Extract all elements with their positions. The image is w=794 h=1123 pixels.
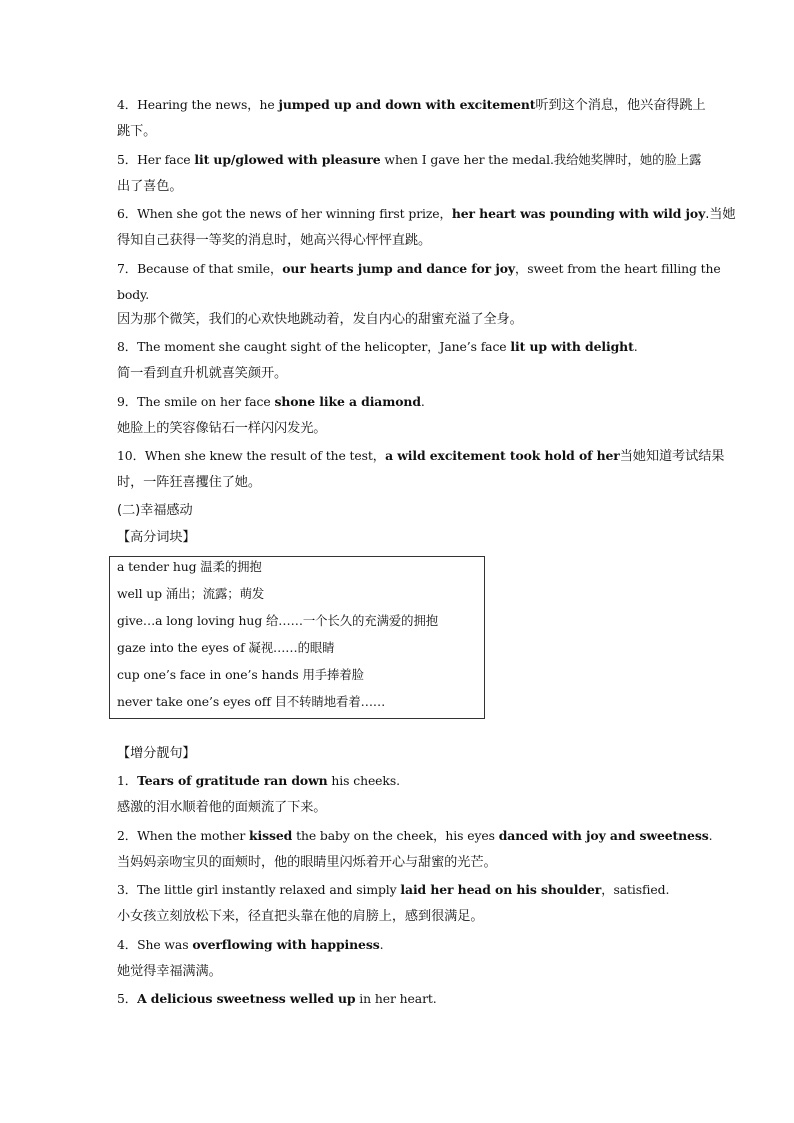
- good-sentence-1: 1．Tears of gratitude ran down his cheeks.: [117, 773, 400, 788]
- good-sentence-4-translation: 她觉得幸福满满。: [117, 964, 222, 979]
- sentence-4: 4．Hearing the news，he jumped up and down with excitement听到这个消息，他兴奋得跳上: [117, 97, 706, 113]
- good-sentence-2: 2．When the mother kissed the baby on the cheek，his eyes danced with joy and sweetness.: [117, 828, 713, 843]
- vocab-box: [109, 556, 485, 719]
- sentence-4-cont: 跳下。: [117, 124, 157, 139]
- sentence-8-translation: 简一看到直升机就喜笑颜开。: [117, 366, 288, 381]
- vocab-item: never take one’s eyes off 目不转睛地看着……: [117, 694, 386, 709]
- sentence-8: 8．The moment she caught sight of the helicopter，Jane’s face lit up with delight.: [117, 339, 638, 354]
- vocab-item: a tender hug 温柔的拥抱: [117, 559, 262, 574]
- vocab-item: cup one’s face in one’s hands 用手捧着脸: [117, 667, 364, 682]
- good-sentence-1-translation: 感激的泪水顺着他的面颊流了下来。: [117, 800, 327, 815]
- vocab-item: give…a long loving hug 给……一个长久的充满爱的拥抱: [117, 613, 439, 628]
- sentence-6: 6．When she got the news of her winning first prize，her heart was pounding with wild joy.当她: [117, 206, 736, 222]
- good-sentence-3: 3．The little girl instantly relaxed and simply laid her head on his shoulder，satisfied.: [117, 882, 670, 897]
- sentence-7: 7．Because of that smile，our hearts jump and dance for joy，sweet from the heart filling the: [117, 261, 721, 276]
- good-sentence-3-translation: 小女孩立刻放松下来，径直把头靠在他的肩膀上，感到很满足。: [117, 909, 484, 924]
- sentence-10: 10．When she knew the result of the test，a wild excitement took hold of her当她知道考试结果: [117, 448, 725, 464]
- good-sentence-2-translation: 当妈妈亲吻宝贝的面颊时，他的眼睛里闪烁着开心与甜蜜的光芒。: [117, 855, 497, 870]
- vocab-item: gaze into the eyes of 凝视……的眼睛: [117, 640, 335, 655]
- sentence-5: 5．Her face lit up/glowed with pleasure when I gave her the medal.我给她奖牌时，她的脸上露: [117, 152, 702, 167]
- sentence-10-cont: 时，一阵狂喜攫住了她。: [117, 475, 261, 490]
- sentence-7-translation: 因为那个微笑，我们的心欢快地跳动着，发自内心的甜蜜充溢了全身。: [117, 312, 523, 327]
- sentence-7-cont: body.: [117, 287, 150, 302]
- sentence-9: 9．The smile on her face shone like a diamond.: [117, 394, 425, 409]
- sentence-6-cont: 得知自己获得一等奖的消息时，她高兴得心怦怦直跳。: [117, 233, 432, 248]
- sentence-9-translation: 她脸上的笑容像钻石一样闪闪发光。: [117, 421, 327, 436]
- section-title: (二)幸福感动: [117, 503, 193, 518]
- good-sentence-5: 5．A delicious sweetness welled up in her heart.: [117, 991, 437, 1006]
- good-sentence-4: 4．She was overflowing with happiness.: [117, 937, 384, 952]
- vocab-heading: 【高分词块】: [117, 530, 196, 545]
- sentences-heading: 【增分靓句】: [117, 746, 196, 761]
- vocab-item: well up 涌出；流露；萌发: [117, 586, 265, 601]
- sentence-5-cont: 出了喜色。: [117, 179, 183, 194]
